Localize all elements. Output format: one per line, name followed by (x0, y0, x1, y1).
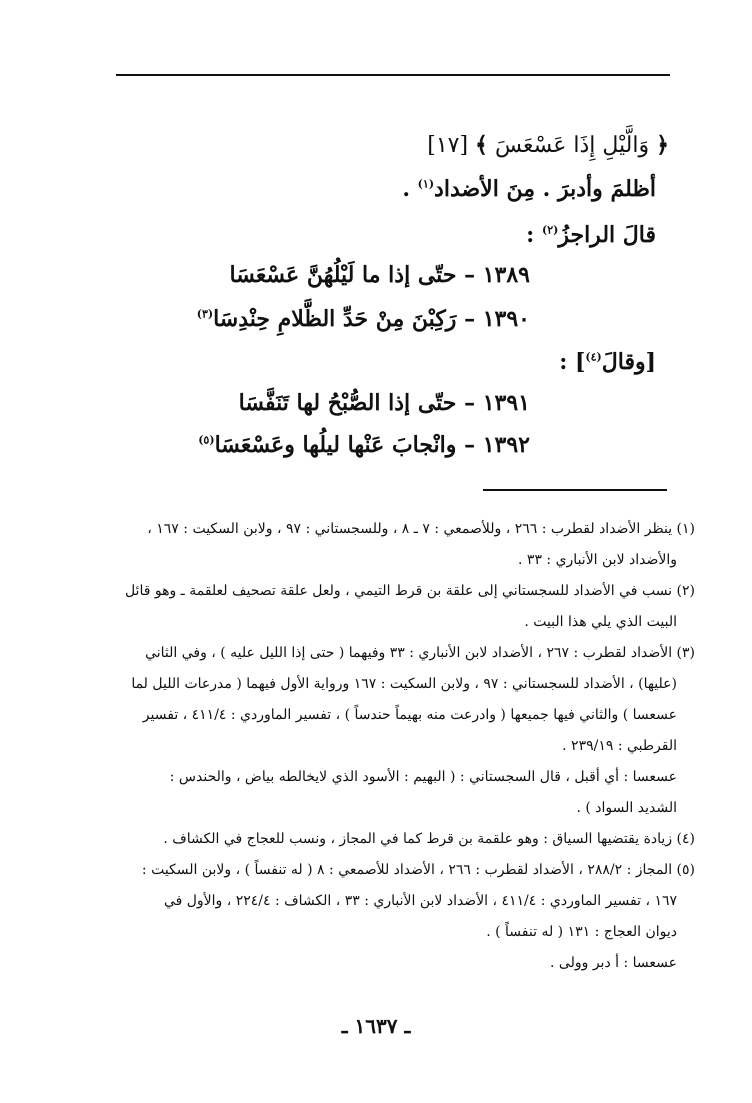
heading-text: قالَ الراجزُ (558, 222, 656, 248)
footnote-line: ١٦٧ ، تفسير الماوردي : ٤١١/٤ ، الأضداد لابن الأنباري : ٣٣ ، الكشاف : ٢٢٤/٤ ، والأول في (163, 893, 677, 909)
gloss-end: . (402, 176, 410, 202)
heading-end: ] : (559, 349, 586, 375)
verse-close-bracket: ﴾ (475, 132, 488, 158)
footnote-line: (عليها) ، الأضداد للسجستاني : ٩٧ ، ولابن السكيت : ١٦٧ ورواية الأول فيهما ( مدرعات الليل لما (131, 676, 677, 692)
footnote-line: والأضداد لابن الأنباري : ٣٣ . (518, 552, 677, 568)
top-rule (116, 74, 670, 76)
footnote-line: البيت الذي يلي هذا البيت . (524, 614, 677, 630)
footnote-marker: (١) (417, 177, 435, 191)
quran-verse (427, 132, 669, 158)
poem-text: ١٣٩٢ – وانْجابَ عَنْها ليلُها وعَسْعَسَا (214, 432, 530, 458)
verse-gloss (402, 176, 656, 202)
page-number: ـ ١٦٣٧ ـ (341, 1014, 411, 1038)
footnote-line: عسعسا : أ دبر وولى . (550, 955, 677, 971)
footnotes (40, 514, 695, 979)
verse-number: [١٧] (427, 133, 469, 158)
poem-line (229, 262, 530, 288)
footnote-line: ديوان العجاج : ١٣١ ( له تنفساً ) . (486, 924, 677, 940)
poem-text: ١٣٨٩ – حتّى إذا ما لَيْلُهُنَّ عَسْعَسَا (229, 262, 530, 288)
verse-text: وَالَّيْلِ إِذَا عَسْعَسَ (494, 133, 650, 158)
gloss-text: أظلمَ وأدبرَ . مِنَ الأضداد (434, 176, 656, 202)
poet-heading-1 (526, 222, 656, 248)
poet-heading-2 (559, 349, 656, 375)
footnote-line: (٥) المجاز : ٢٨٨/٢ ، الأضداد لقطرب : ٢٦٦ ، الأضداد للأصمعي : ٨ ( له تنفساً ) ، ولابن السكيت : (141, 862, 695, 878)
footnote-marker: (٥) (198, 433, 215, 447)
verse-open-bracket: ﴿ (656, 132, 669, 158)
heading-text: [وقالَ (601, 349, 656, 375)
poem-line (197, 306, 530, 332)
footnote-line: عسعسا ) والثاني فيها جميعها ( وادرعت منه بهيماً حندساً ) ، تفسير الماوردي : ٤١١/٤ ، تفسير (142, 707, 677, 723)
footnote-marker: (٣) (196, 307, 214, 321)
heading-end: : (526, 222, 535, 248)
footnote-line: (٣) الأضداد لقطرب : ٢٦٧ ، الأضداد لابن الأنباري : ٣٣ وفيهما ( حتى إذا الليل عليه ) ، وفي الثاني (145, 645, 695, 661)
footnote-line: الشديد السواد ) . (576, 800, 677, 816)
footnote-line: (٤) زيادة يقتضيها السياق : وهو علقمة بن قرط كما في المجاز ، ونسب للعجاج في الكشاف . (163, 831, 695, 847)
poem-line (198, 432, 530, 458)
footnote-line: عسعسا : أي أقبل ، قال السجستاني : ( البهيم : الأسود الذي لايخالطه بياض ، والحندس : (169, 769, 677, 785)
footnote-line: (٢) نسب في الأضداد للسجستاني إلى علقة بن قرط التيمي ، ولعل علقة تصحيف لعلقمة ـ وهو قائل (124, 583, 695, 599)
poem-text: ١٣٩٠ – رَكِبْنَ مِنْ حَدِّ الظَّلامِ حِنْدِسَا (213, 306, 530, 332)
footnote-marker: (٢) (541, 223, 559, 237)
footnote-line: (١) ينظر الأضداد لقطرب : ٢٦٦ ، وللأصمعي : ٧ ـ ٨ ، وللسجستاني : ٩٧ ، ولابن السكيت : ١٦٧ ، (147, 521, 695, 537)
poem-line (239, 390, 530, 416)
poem-text: ١٣٩١ – حتّى إذا الصُّبْحُ لها تَنَفَّسَا (238, 390, 530, 416)
footnote-line: القرطبي : ٢٣٩/١٩ . (562, 738, 677, 754)
footnote-marker: (٤) (585, 350, 602, 364)
footnote-rule (483, 489, 667, 491)
